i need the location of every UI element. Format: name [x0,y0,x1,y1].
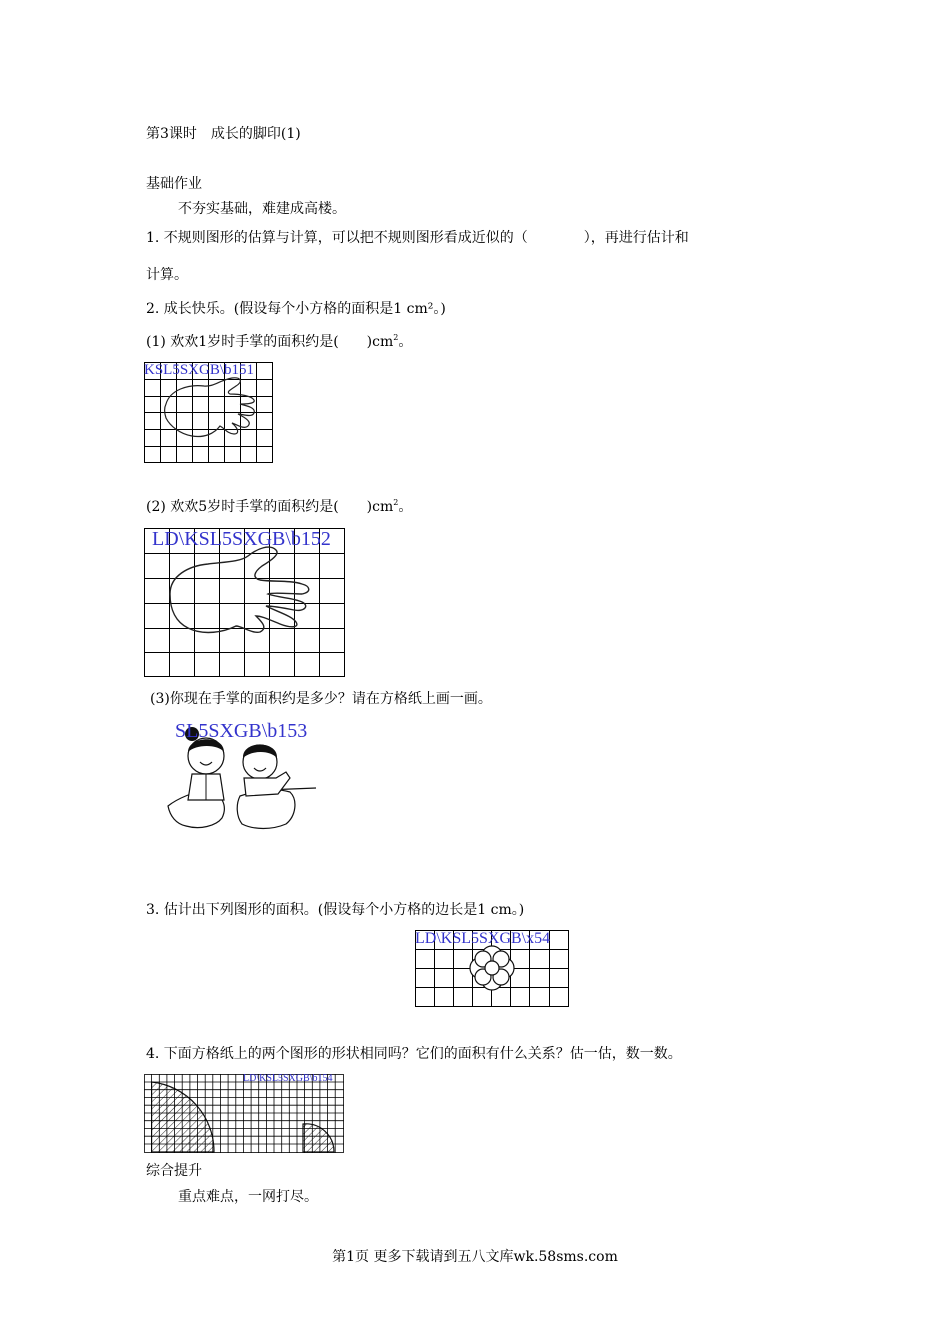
question-2-1-end: 。 [398,334,413,350]
lesson-title: 第3课时 成长的脚印(1) [146,126,301,142]
figure-2-label: LD\KSL5SXGB\b152 [152,528,331,550]
motto-advanced: 重点难点，一网打尽。 [178,1189,318,1205]
page-footer: 第1页 更多下载请到五八文库wk.58sms.com [332,1249,618,1265]
grid-figure-2 [144,528,346,678]
question-2-2-sup: 2 [393,498,399,507]
question-2-3: (3)你现在手掌的面积约是多少？请在方格纸上画一画。 [150,691,492,707]
question-2-2 [146,498,412,516]
child-hand-outline [170,547,309,632]
question-2-2-text: (2) 欢欢5岁时手掌的面积约是( )cm [146,499,394,515]
flower-shape [470,946,514,990]
question-2-1-sup: 2 [393,333,399,342]
figure-4-label: LD\KSL5SXGB\x54 [415,930,551,947]
figure-3-label: SL5SXGB\b153 [175,720,308,742]
small-quarter-circle [303,1124,334,1152]
motto-basic: 不夯实基础，难建成高楼。 [178,201,346,217]
question-3: 3. 估计出下列图形的面积。(假设每个小方格的边长是1 cm。) [146,902,525,918]
figure-1-label: KSL5SXGB\b151 [144,362,255,378]
boy-figure [243,745,290,797]
question-2-1-text: (1) 欢欢1岁时手掌的面积约是( )cm [146,334,394,350]
question-1-line-1: 1. 不规则图形的估算与计算，可以把不规则图形看成近似的（ ），再进行估计和 [146,230,689,246]
question-2-2-end: 。 [398,499,413,515]
large-quarter-circle [152,1082,214,1152]
section-advanced-heading: 综合提升 [146,1163,202,1179]
question-4: 4. 下面方格纸上的两个图形的形状相同吗？它们的面积有什么关系？估一估，数一数。 [146,1046,682,1062]
figure-5-label: LD\KSL5SXGB\b154 [243,1073,333,1084]
grid-figure-5 [144,1074,345,1154]
question-2: 2. 成长快乐。(假设每个小方格的面积是1 cm²。) [146,301,446,317]
question-2-1 [146,333,412,351]
question-1-line-2: 计算。 [146,267,188,283]
section-basic-heading: 基础作业 [146,176,202,192]
